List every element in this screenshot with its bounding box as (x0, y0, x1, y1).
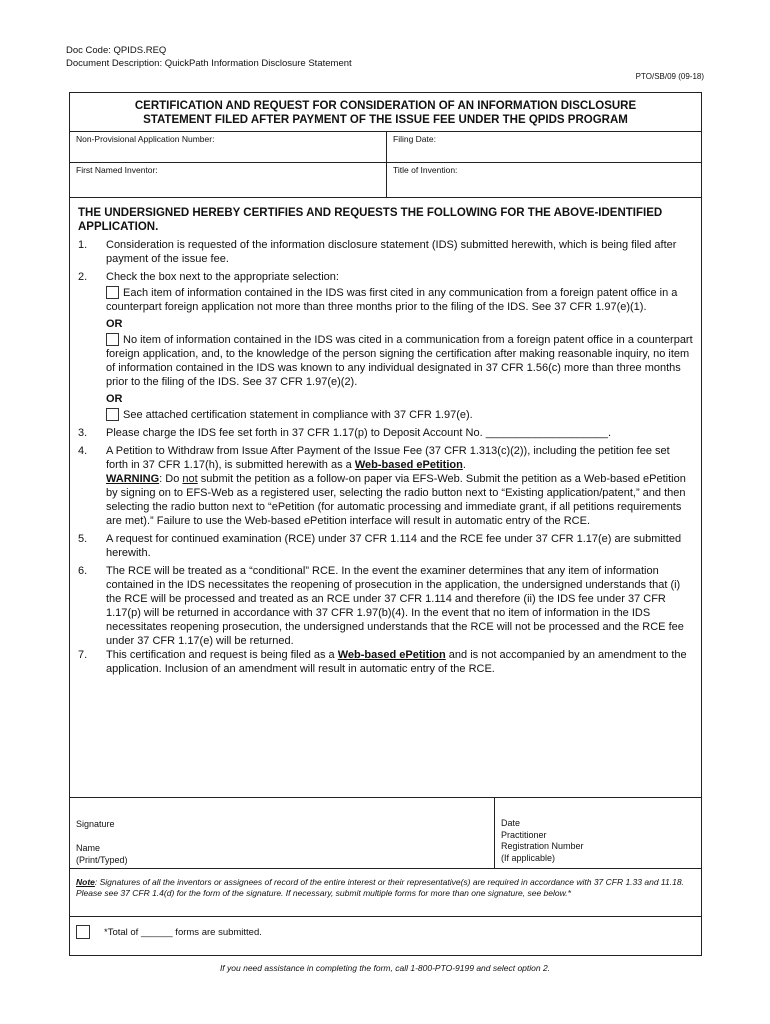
date-field[interactable] (495, 798, 701, 868)
invention-title-field[interactable] (387, 163, 701, 197)
option-3-checkbox[interactable] (106, 408, 119, 421)
total-forms-row (70, 917, 701, 947)
list-item (78, 270, 693, 422)
document-header (66, 44, 352, 70)
footer-assistance: If you need assistance in completing the form, call 1-800-PTO-9199 and select option 2. (219, 963, 551, 973)
signature-field[interactable] (70, 798, 495, 868)
item-number: 4. (78, 445, 88, 457)
filing-date-label: Filing Date: (393, 134, 436, 144)
certification-heading: THE UNDERSIGNED HEREBY CERTIFIES AND REQUESTS THE FOLLOWING FOR THE ABOVE-IDENTIFIED APPLICATION. (78, 207, 663, 233)
web-based-epetition-link[interactable]: Web-based ePetition (354, 459, 463, 471)
item-text: The RCE will be treated as a “conditional” RCE. In the event the examiner determines that any item of information contained in the IDS necessitates the reopening of prosecution in the application, the undersigned understands that (i) the RCE will be processed and treated as an RCE under 37 CFR 1.114 and therefore (ii) the IDS fee under 37 CFR 1.17(p) will be returned in accordance with 37 CFR 1.97(b)(4). In the event that no item of information in the IDS necessitates reopening prosecution, the undersigned understands that the RCE will not be processed and the RCE fee under 37 CFR 1.17(e) will be returned. (106, 565, 684, 647)
list-item (78, 532, 693, 560)
option-2-checkbox[interactable] (106, 333, 119, 346)
list-item (78, 238, 693, 266)
date-label: Date (501, 818, 521, 828)
application-number-label: Non-Provisional Application Number: (76, 134, 215, 144)
item-text: Consideration is requested of the information disclosure statement (IDS) submitted herewith, which is being filed after payment of the issue fee. (106, 239, 677, 265)
note-text: : Signatures of all the inventors or assignees of record of the entire interest or their representative(s) are required in accordance with 37 CFR 1.33 and 11.18. Please see 37 CFR 1.4(d) for the form of the signature. If necessary, submit multiple forms for more than one signature, see below.* (76, 877, 684, 898)
item-number: 3. (78, 427, 88, 439)
item-text: A request for continued examination (RCE) under 37 CFR 1.114 and the RCE fee under 37 CFR 1.17(e) are submitted herewith. (106, 533, 682, 559)
item-number: 6. (78, 565, 88, 577)
option-2 (106, 333, 693, 389)
option-3 (106, 408, 693, 422)
list-item (78, 648, 693, 676)
item-number: 5. (78, 533, 88, 545)
form-title-line1: CERTIFICATION AND REQUEST FOR CONSIDERATION OF AN INFORMATION DISCLOSURE (134, 100, 637, 112)
filing-date-field[interactable] (387, 132, 701, 162)
item-text: A Petition to Withdraw from Issue After Payment of the Issue Fee (37 CFR 1.313(c)(2)), including the petition fee set forth in 37 CFR 1.17(h), is submitted herewith as a Web-based ePetition. WARNING: Do not submit the petition as a follow-on paper via EFS-Web. Submit the petition as a Web-based ePetition by signing on to EFS-Web as a registered user, selecting the radio button next to “Existing application/patent,” and then selecting the radio button next to “ePetition (for automatic processing and immediate grant, if all petitions requirements are met).” Failure to use the Web-based ePetition interface will result in automatic entry of the RCE. (106, 445, 686, 527)
item-number: 2. (78, 271, 88, 283)
list-item (78, 444, 693, 528)
certification-form (69, 92, 702, 798)
first-inventor-label: First Named Inventor: (76, 165, 158, 175)
item-text: Please charge the IDS fee set forth in 37 CFR 1.17(p) to Deposit Account No. ____________________. (106, 427, 612, 439)
signature-label: Signature (76, 819, 115, 829)
item-text: Check the box next to the appropriate selection: (106, 271, 339, 283)
signature-row (70, 798, 701, 869)
warning-label: WARNING (106, 473, 160, 485)
form-title (70, 93, 701, 132)
first-inventor-field[interactable] (70, 163, 387, 197)
doc-code: Doc Code: QPIDS.REQ (66, 45, 167, 56)
total-forms-text: *Total of ______ forms are submitted. (104, 926, 262, 938)
option-1 (106, 286, 693, 314)
option-1-text: Each item of information contained in the IDS was first cited in any communication from a foreign patent office in a counterpart foreign application not more than three months prior to the filing of the IDS. See 37 CFR 1.97(e)(1). (106, 287, 678, 313)
form-number: PTO/SB/09 (09-18) (635, 72, 704, 81)
option-2-text: No item of information contained in the IDS was cited in a communication from a foreign patent office in a counterpart foreign application, and, to the knowledge of the person signing the certification after making reasonable inquiry, no item of information contained in the IDS was known to any individual designated in 37 CFR 1.56(c) more than three months prior to the filing of the IDS. See 37 CFR 1.97(e)(2). (106, 334, 693, 388)
note-label: Note (76, 877, 95, 887)
application-number-field[interactable] (70, 132, 387, 162)
practitioner-label: Practitioner (501, 829, 547, 840)
option-3-text: See attached certification statement in compliance with 37 CFR 1.97(e). (123, 409, 473, 421)
item-number: 1. (78, 239, 88, 251)
signature-block (69, 798, 702, 956)
application-row (70, 132, 701, 163)
if-applicable-label: (If applicable) (501, 852, 556, 863)
registration-number-label: Registration Number (501, 841, 584, 851)
inventor-row (70, 163, 701, 198)
invention-title-label: Title of Invention: (393, 165, 458, 175)
print-typed-label: (Print/Typed) (76, 855, 128, 865)
option-1-checkbox[interactable] (106, 286, 119, 299)
total-forms-checkbox[interactable] (76, 925, 90, 939)
web-based-epetition-link[interactable]: Web-based ePetition (337, 649, 446, 661)
form-title-line2: STATEMENT FILED AFTER PAYMENT OF THE ISSUE FEE UNDER THE QPIDS PROGRAM (143, 114, 628, 126)
doc-description: Document Description: QuickPath Information Disclosure Statement (66, 58, 352, 69)
not-emphasis: not (182, 473, 198, 485)
list-item (78, 426, 693, 440)
certification-body (70, 198, 701, 676)
name-label: Name (76, 843, 101, 853)
signature-note (70, 869, 701, 917)
list-item (78, 564, 693, 648)
item-number: 7. (78, 649, 88, 661)
or-label: OR (106, 393, 123, 405)
or-label: OR (106, 318, 123, 330)
item-text: This certification and request is being filed as a Web-based ePetition and is not accompanied by an amendment to the application. Inclusion of an amendment will result in automatic entry of the RCE. (106, 649, 687, 675)
